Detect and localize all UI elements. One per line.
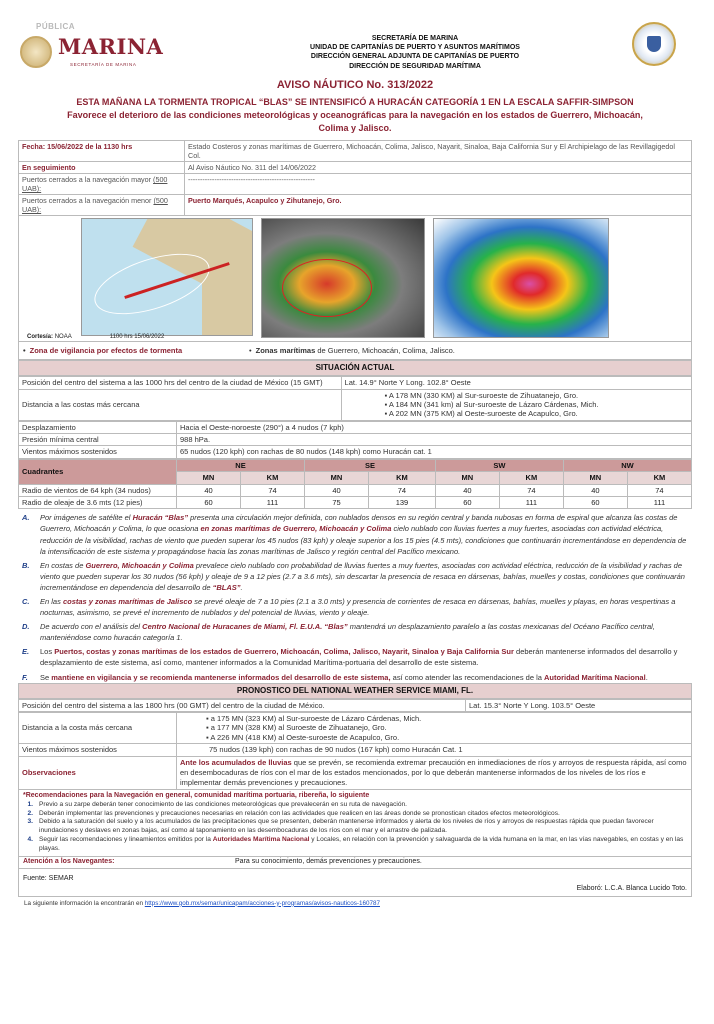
quadrant-ne: NE [177,459,305,471]
minor-closed-ports-label: Puertos cerrados a la navegación menor (500 UAB): [19,195,185,216]
major-closed-ports-label: Puertos cerrados a la navegación mayor (500 UAB): [19,174,185,195]
forecast-table [18,699,692,712]
current-situation-details [18,421,692,459]
list-item: 3. Debido a la saturación del suelo y a los acumulados de las precipitaciones que se presenten, deberán mantenerse informados y alerta de los niveles de ríos y arroyos de respuestas rápida que puedan favorecer inundaciones y deslaves en zonas bajas, así como al taponamiento en las desembocaduras de los ríos con el mar y el arrastre de palizada. [27,818,654,835]
maritime-zones: • Zonas marítimas de Guerrero, Michoacán, Colima, Jalisco. [249,346,455,355]
recommendations-title: *Recomendaciones para la Navegación en general, comunidad marítima portuaria, ribereña, lo siguiente [23,791,370,799]
follow-up-value: Al Aviso Náutico No. 311 del 14/06/2022 [185,162,692,174]
list-item: ▪ a 177 MN (328 KM) al Suroeste de Zihuatanejo, Gro. [206,723,688,732]
list-item: ▪ A 184 MN (341 km) al Sur-suroeste de Lázaro Cárdenas, Mich. [385,400,688,409]
watch-zones [18,342,692,360]
footer: La siguiente información la encontrarán en https://www.gob.mx/semar/unicapam/acciones-y-programas/avisos-nauticos-160787 [24,899,380,907]
satellite-images-panel [18,216,692,342]
forecast-position-value: Lat. 15.3° Norte Y Long. 103.5° Oeste [466,699,692,711]
uab-link: (500 UAB): [22,175,168,194]
distance-list [341,389,691,420]
table-row: Radio de oleaje de 3.6 mts (12 pies) 60 111 75 139 60 111 60 111 [19,496,692,508]
forecast-winds-label: Vientos máximos sostenidos [19,744,177,756]
minor-closed-ports-value: Puerto Marqués, Acapulco y Zihutanejo, Gro. [185,195,692,216]
notice-paragraphs [18,512,692,682]
forecast-title: PRONOSTICO DEL NATIONAL WEATHER SERVICE MIAMI, FL. [18,683,692,699]
major-closed-ports-value: ----------------------------------------------------- [185,174,692,195]
authority-line: UNIDAD DE CAPITANÍAS DE PUERTO Y ASUNTOS MARÍTIMOS [310,44,520,52]
quadrants-title: Cuadrantes [19,459,177,484]
paragraph-b: B. En costas de Guerrero, Michoacán y Colima prevalece cielo nublado con probabilidad de lluvias fuertes a muy fuertes, asociadas con actividad eléctrica, reducción de la visibilidad y rachas de viento que pueden superar los 30 nudos (56 kph) y oleaje de 9 a 12 pies (2.7 a 3.6 mts), sin descartar la presencia de resaca en dársenas, bahías, muelles y costas, condiciones que continuarán incrementándose en dependencia del desarrollo de “BLAS”. [22,560,685,592]
quadrants-table: Cuadrantes NE SE SW NW MN KM MN KM MN KM MN KM Radio de vientos de 64 kph (34 nudos) 40 74 40 74 40 74 40 74 Radio de oleaje de 3.6 mts (12 pies) 60 111 75 139 60 111 60 111 [18,459,692,510]
marina-logo [18,22,178,72]
notice-subheadline: Favorece el deterioro de las condiciones meteorológicas y oceanográficas para la navegación en los estados de Guerrero, Michoacán, Colima y Jalisco. [67,110,643,133]
anchor-seal-icon [20,36,52,68]
quadrant-se: SE [305,459,436,471]
authority-line: SECRETARÍA DE MARINA [371,35,459,42]
pressure-label: Presión mínima central [19,434,177,446]
max-winds-label: Vientos máximos sostenidos [19,446,177,458]
notice-title: AVISO NÁUTICO No. 313/2022 [276,79,434,91]
prepared-by: Elaboró: L.C.A. Blanca Lucido Toto. [576,884,687,892]
current-situation-title: SITUACIÓN ACTUAL [18,360,692,376]
forecast-winds-value: 75 nudos (139 kph) con rachas de 90 nudos (167 kph) como Huracán Cat. 1 [177,744,692,756]
brand-name: MARINA [58,34,164,59]
list-item: 2. Deberán implementar las prevenciones y precauciones necesarias en relación con las actividades que realicen en las áreas donde se pronostican citados efectos meteorológicos. [27,809,560,817]
paragraph-a: A. Por imágenes de satélite el Huracán “Blas” presenta una circulación mejor definida, con nublados densos en su región central y banda nubosas en forma de espiral que alcanza las costas de Guerrero, Michoacán y Colima, lo que ocasiona en zonas marítimas de Guerrero, Michoacán y Colima cielo nublado con lluvias fuertes a muy fuertes, asociadas con actividad eléctrica, reducción de la visibilidad, rachas de viento que pueden superar los 45 nudos (83 kph) y oleaje superior a los 15 pies (4.5 mts), condiciones que continuarán incrementándose en dependencia de la intensificación de este sistema y propagándose hacia las zonas marítimas de Jalisco y región central del Pacífico mexicano. [22,513,687,556]
satellite-image-infrared [433,218,609,338]
follow-up-label: En seguimiento [19,162,185,174]
document-header [18,18,692,76]
source-block [18,869,692,897]
image-source: NOAA [54,333,72,340]
authority-line: DIRECCIÓN GENERAL ADJUNTA DE CAPITANÍAS DE PUERTO [310,53,520,61]
quadrant-sw: SW [435,459,563,471]
observations-text: Ante los acumulados de lluvias que se prevén, se recomienda extremar precaución en inmediaciones de ríos y arroyos de respuesta rápida, así como en desembocaduras de ríos con el mar de los estados mencionados, por lo que deberán mantenerse informados de los niveles de los ríos e implementar demás prevenciones y precauciones. [177,756,692,789]
position-label: Posición del centro del sistema a las 1000 hrs del centro de la ciudad de México (15 GMT) [19,377,342,389]
public-label: PÚBLICA [36,22,76,31]
max-winds-value: 65 nudos (120 kph) con rachas de 80 nudos (148 kph) como Huracán cat. 1 [177,446,692,458]
notice-info-table [18,140,692,216]
list-item: ▪ A 178 MN (330 KM) al Sur-suroeste de Zihuatanejo, Gro. [385,391,688,400]
list-item: ▪ A 226 MN (418 KM) al Oeste-suroeste de Acapulco, Gro. [206,733,688,742]
list-item: 1. Previo a su zarpe deberán tener conocimiento de las condiciones meteorológicas que prevalecerán en su ruta de navegación. [27,800,408,808]
list-item: 4. Seguir las recomendaciones y lineamientos emitidos por la Autoridades Marítima Nacional y Locales, en relación con la prevención y salvaguarda de la vida humana en la mar, en las vías navegables, en costas y en las playas. [27,836,684,853]
image-credits: Cortesía: NOAA 1100 hrs 15/06/2022 [27,333,165,340]
current-situation-table [18,376,692,421]
navigators-value: Para su conocimiento, demás prevenciones y precauciones. [235,857,422,865]
capitanias-emblem-icon [632,22,676,66]
image-time: 1100 hrs 15/06/2022 [109,333,165,340]
uab-link: (500 UAB): [22,196,168,215]
pressure-value: 988 hPa. [177,434,692,446]
brand-subtitle: SECRETARÍA DE MARINA [70,62,137,67]
avisos-nauticos-link[interactable]: https://www.gob.mx/semar/unicapam/acciones-y-programas/avisos-nauticos-160787 [144,899,380,907]
distance-label: Distancia a las costas más cercana [19,389,342,420]
issuing-authority [208,34,622,71]
observations-label: Observaciones [19,756,177,789]
navigators-notice [18,857,692,869]
date-label: Fecha: 15/06/2022 de la 1130 hrs [19,141,185,162]
paragraph-d: D. De acuerdo con el análisis del Centro Nacional de Huracanes de Miami, Fl. E.U.A. “Blas” mantendrá un desplazamiento paralelo a las costas mexicanas del Océano Pacífico central, manteniéndose como huracán categoría 1. [22,622,655,643]
movement-value: Hacia el Oeste-noroeste (290°) a 4 nudos (7 kph) [177,421,692,433]
affected-areas: Estado Costeros y zonas marítimas de Guerrero, Michoacán, Colima, Jalisco, Nayarit, Sinaloa, Baja California Sur y El Archipielago de las Revillagigedol Col. [185,141,692,162]
movement-label: Desplazamiento [19,421,177,433]
paragraph-c: C. En las costas y zonas marítimas de Jalisco se prevé oleaje de 7 a 10 pies (2.1 a 3.0 mts) y presencia de corrientes de resaca en dársenas, bahías, muelles y playas, en horas vespertinas a nocturnas, asimismo, se prevé el incremento de nublados y del potencial de lluvias, viento y oleaje. [22,596,676,618]
table-row: Radio de vientos de 64 kph (34 nudos) 40 74 40 74 40 74 40 74 [19,484,692,496]
forecast-distance-list [177,713,692,744]
source-text: Fuente: SEMAR [23,874,74,882]
forecast-track-map [81,218,253,336]
forecast-details [18,712,692,790]
notice-headline: ESTA MAÑANA LA TORMENTA TROPICAL “BLAS” SE INTENSIFICÓ A HURACÁN CATEGORÍA 1 EN LA ESCALA SAFFIR-SIMPSON [76,96,634,107]
forecast-distance-label: Distancia a la costa más cercana [19,713,177,744]
paragraph-e: E. Los Puertos, costas y zonas marítimas de los estados de Guerrero, Michoacán, Colima, Jalisco, Nayarit, Sinaloa y Baja California Sur deberán mantenerse informados del desarrollo y desplazamiento de este sistema, así como, mantener informados a la Comunidad Marítima-portuaria del desarrollo de este sistema. [22,647,678,668]
list-item: ▪ A 202 MN (375 KM) al Oeste-suroeste de Acapulco, Gro. [385,409,688,418]
navigators-label: Atención a los Navegantes: [23,857,115,865]
authority-line: DIRECCIÓN DE SEGURIDAD MARÍTIMA [349,62,481,70]
recommendations [18,790,692,857]
position-value: Lat. 14.9° Norte Y Long. 102.8° Oeste [341,377,691,389]
storm-watch-zone: • Zona de vigilancia por efectos de tormenta [23,346,183,355]
list-item: ▪ a 175 MN (323 KM) al Sur-suroeste de Lázaro Cárdenas, Mich. [206,714,688,723]
quadrant-nw: NW [563,459,691,471]
paragraph-f: F. Se mantiene en vigilancia y se recomienda mantenerse informados del desarrollo de este sistema, así como atender las recomendaciones de la Autoridad Marítima Nacional. [22,672,648,682]
forecast-position-label: Posición del centro del sistema a las 1800 hrs (00 GMT) del centro de la ciudad de México. [19,699,466,711]
satellite-image-visible [261,218,425,338]
